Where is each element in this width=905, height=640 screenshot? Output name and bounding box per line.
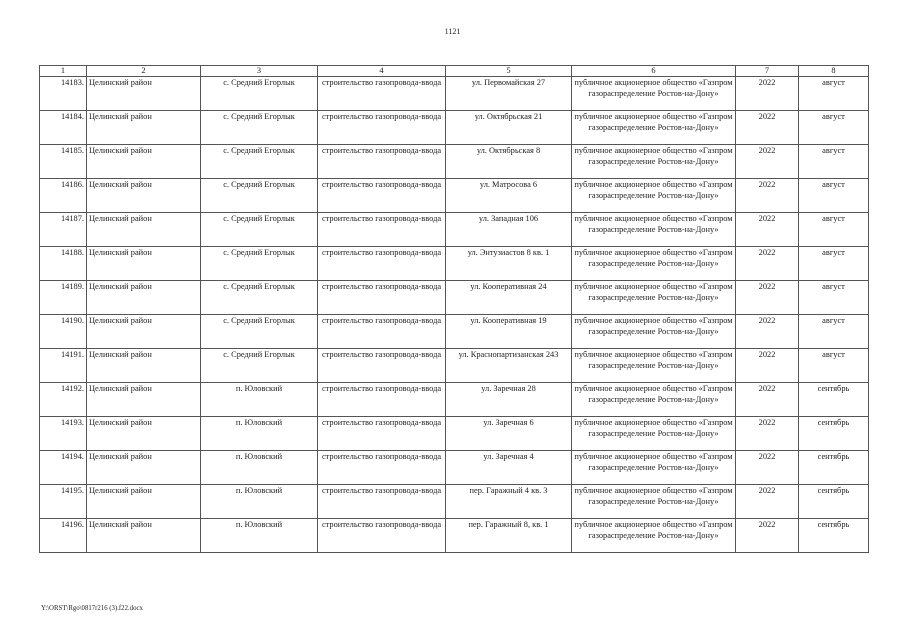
column-header-8: 8 — [799, 66, 869, 77]
district-cell: Целинский район — [87, 179, 201, 213]
address-cell: ул. Энтузиастов 8 кв. 1 — [446, 247, 572, 281]
year-cell: 2022 — [736, 213, 799, 247]
year-cell: 2022 — [736, 451, 799, 485]
table-row — [40, 247, 869, 281]
work-type-cell: строительство газопровода-ввода — [318, 247, 446, 281]
district-cell: Целинский район — [87, 111, 201, 145]
work-type-cell: строительство газопровода-ввода — [318, 315, 446, 349]
work-type-cell: строительство газопровода-ввода — [318, 213, 446, 247]
organization-cell: публичное акционерное общество «Газпром газораспределение Ростов-на-Дону» — [572, 485, 736, 519]
organization-cell: публичное акционерное общество «Газпром газораспределение Ростов-на-Дону» — [572, 77, 736, 111]
month-cell: август — [799, 247, 869, 281]
settlement-cell: с. Средний Егорлык — [201, 145, 318, 179]
work-type-cell: строительство газопровода-ввода — [318, 77, 446, 111]
register-table — [39, 65, 869, 553]
district-cell: Целинский район — [87, 519, 201, 553]
settlement-cell: с. Средний Егорлык — [201, 179, 318, 213]
table-row — [40, 383, 869, 417]
organization-cell: публичное акционерное общество «Газпром газораспределение Ростов-на-Дону» — [572, 281, 736, 315]
district-cell: Целинский район — [87, 383, 201, 417]
address-cell: пер. Гаражный 4 кв. 3 — [446, 485, 572, 519]
work-type-cell: строительство газопровода-ввода — [318, 179, 446, 213]
row-number-cell: 14184. — [40, 111, 87, 145]
table-row — [40, 451, 869, 485]
year-cell: 2022 — [736, 315, 799, 349]
settlement-cell: с. Средний Егорлык — [201, 349, 318, 383]
table-row — [40, 519, 869, 553]
district-cell: Целинский район — [87, 451, 201, 485]
address-cell: ул. Октябрьская 21 — [446, 111, 572, 145]
table-row — [40, 315, 869, 349]
month-cell: август — [799, 349, 869, 383]
district-cell: Целинский район — [87, 213, 201, 247]
work-type-cell: строительство газопровода-ввода — [318, 417, 446, 451]
year-cell: 2022 — [736, 247, 799, 281]
row-number-cell: 14183. — [40, 77, 87, 111]
table-row — [40, 213, 869, 247]
organization-cell: публичное акционерное общество «Газпром газораспределение Ростов-на-Дону» — [572, 145, 736, 179]
address-cell: пер. Гаражный 8, кв. 1 — [446, 519, 572, 553]
file-path-footer: Y:\ORST\Rgo\0817r216 (3).f22.docx — [41, 605, 143, 612]
column-header-5: 5 — [446, 66, 572, 77]
year-cell: 2022 — [736, 383, 799, 417]
month-cell: сентябрь — [799, 383, 869, 417]
settlement-cell: с. Средний Егорлык — [201, 315, 318, 349]
district-cell: Целинский район — [87, 77, 201, 111]
address-cell: ул. Краснопартизанская 243 — [446, 349, 572, 383]
address-cell: ул. Заречная 6 — [446, 417, 572, 451]
settlement-cell: с. Средний Егорлык — [201, 77, 318, 111]
month-cell: сентябрь — [799, 519, 869, 553]
table-row — [40, 77, 869, 111]
address-cell: ул. Заречная 4 — [446, 451, 572, 485]
organization-cell: публичное акционерное общество «Газпром газораспределение Ростов-на-Дону» — [572, 179, 736, 213]
district-cell: Целинский район — [87, 145, 201, 179]
district-cell: Целинский район — [87, 281, 201, 315]
row-number-cell: 14196. — [40, 519, 87, 553]
district-cell: Целинский район — [87, 485, 201, 519]
address-cell: ул. Западная 106 — [446, 213, 572, 247]
district-cell: Целинский район — [87, 247, 201, 281]
month-cell: сентябрь — [799, 485, 869, 519]
table-row — [40, 145, 869, 179]
month-cell: август — [799, 77, 869, 111]
organization-cell: публичное акционерное общество «Газпром газораспределение Ростов-на-Дону» — [572, 247, 736, 281]
work-type-cell: строительство газопровода-ввода — [318, 451, 446, 485]
address-cell: ул. Первомайская 27 — [446, 77, 572, 111]
row-number-cell: 14188. — [40, 247, 87, 281]
organization-cell: публичное акционерное общество «Газпром газораспределение Ростов-на-Дону» — [572, 417, 736, 451]
organization-cell: публичное акционерное общество «Газпром газораспределение Ростов-на-Дону» — [572, 111, 736, 145]
settlement-cell: с. Средний Егорлык — [201, 247, 318, 281]
month-cell: август — [799, 111, 869, 145]
table-row — [40, 349, 869, 383]
work-type-cell: строительство газопровода-ввода — [318, 145, 446, 179]
address-cell: ул. Октябрьская 8 — [446, 145, 572, 179]
row-number-cell: 14185. — [40, 145, 87, 179]
row-number-cell: 14195. — [40, 485, 87, 519]
row-number-cell: 14186. — [40, 179, 87, 213]
address-cell: ул. Кооперативная 24 — [446, 281, 572, 315]
year-cell: 2022 — [736, 77, 799, 111]
work-type-cell: строительство газопровода-ввода — [318, 281, 446, 315]
row-number-cell: 14191. — [40, 349, 87, 383]
work-type-cell: строительство газопровода-ввода — [318, 383, 446, 417]
work-type-cell: строительство газопровода-ввода — [318, 519, 446, 553]
settlement-cell: п. Юловский — [201, 485, 318, 519]
row-number-cell: 14190. — [40, 315, 87, 349]
work-type-cell: строительство газопровода-ввода — [318, 485, 446, 519]
district-cell: Целинский район — [87, 349, 201, 383]
table-row — [40, 417, 869, 451]
settlement-cell: п. Юловский — [201, 451, 318, 485]
settlement-cell: с. Средний Егорлык — [201, 213, 318, 247]
row-number-cell: 14192. — [40, 383, 87, 417]
district-cell: Целинский район — [87, 315, 201, 349]
month-cell: август — [799, 315, 869, 349]
settlement-cell: с. Средний Егорлык — [201, 111, 318, 145]
organization-cell: публичное акционерное общество «Газпром газораспределение Ростов-на-Дону» — [572, 451, 736, 485]
address-cell: ул. Заречная 28 — [446, 383, 572, 417]
column-header-4: 4 — [318, 66, 446, 77]
work-type-cell: строительство газопровода-ввода — [318, 349, 446, 383]
month-cell: сентябрь — [799, 417, 869, 451]
year-cell: 2022 — [736, 111, 799, 145]
address-cell: ул. Кооперативная 19 — [446, 315, 572, 349]
year-cell: 2022 — [736, 349, 799, 383]
month-cell: август — [799, 213, 869, 247]
row-number-cell: 14193. — [40, 417, 87, 451]
month-cell: сентябрь — [799, 451, 869, 485]
month-cell: август — [799, 145, 869, 179]
settlement-cell: с. Средний Егорлык — [201, 281, 318, 315]
table-row — [40, 111, 869, 145]
column-number-row — [40, 66, 869, 77]
column-header-1: 1 — [40, 66, 87, 77]
organization-cell: публичное акционерное общество «Газпром газораспределение Ростов-на-Дону» — [572, 383, 736, 417]
address-cell: ул. Матросова 6 — [446, 179, 572, 213]
table-row — [40, 485, 869, 519]
table-row — [40, 281, 869, 315]
column-header-2: 2 — [87, 66, 201, 77]
year-cell: 2022 — [736, 179, 799, 213]
year-cell: 2022 — [736, 281, 799, 315]
month-cell: август — [799, 179, 869, 213]
work-type-cell: строительство газопровода-ввода — [318, 111, 446, 145]
row-number-cell: 14189. — [40, 281, 87, 315]
month-cell: август — [799, 281, 869, 315]
organization-cell: публичное акционерное общество «Газпром газораспределение Ростов-на-Дону» — [572, 349, 736, 383]
settlement-cell: п. Юловский — [201, 383, 318, 417]
year-cell: 2022 — [736, 519, 799, 553]
year-cell: 2022 — [736, 485, 799, 519]
page-number: 1121 — [444, 27, 461, 36]
settlement-cell: п. Юловский — [201, 519, 318, 553]
row-number-cell: 14187. — [40, 213, 87, 247]
district-cell: Целинский район — [87, 417, 201, 451]
column-header-3: 3 — [201, 66, 318, 77]
organization-cell: публичное акционерное общество «Газпром газораспределение Ростов-на-Дону» — [572, 213, 736, 247]
organization-cell: публичное акционерное общество «Газпром газораспределение Ростов-на-Дону» — [572, 519, 736, 553]
column-header-6: 6 — [572, 66, 736, 77]
settlement-cell: п. Юловский — [201, 417, 318, 451]
column-header-7: 7 — [736, 66, 799, 77]
year-cell: 2022 — [736, 145, 799, 179]
organization-cell: публичное акционерное общество «Газпром газораспределение Ростов-на-Дону» — [572, 315, 736, 349]
row-number-cell: 14194. — [40, 451, 87, 485]
table-row — [40, 179, 869, 213]
year-cell: 2022 — [736, 417, 799, 451]
